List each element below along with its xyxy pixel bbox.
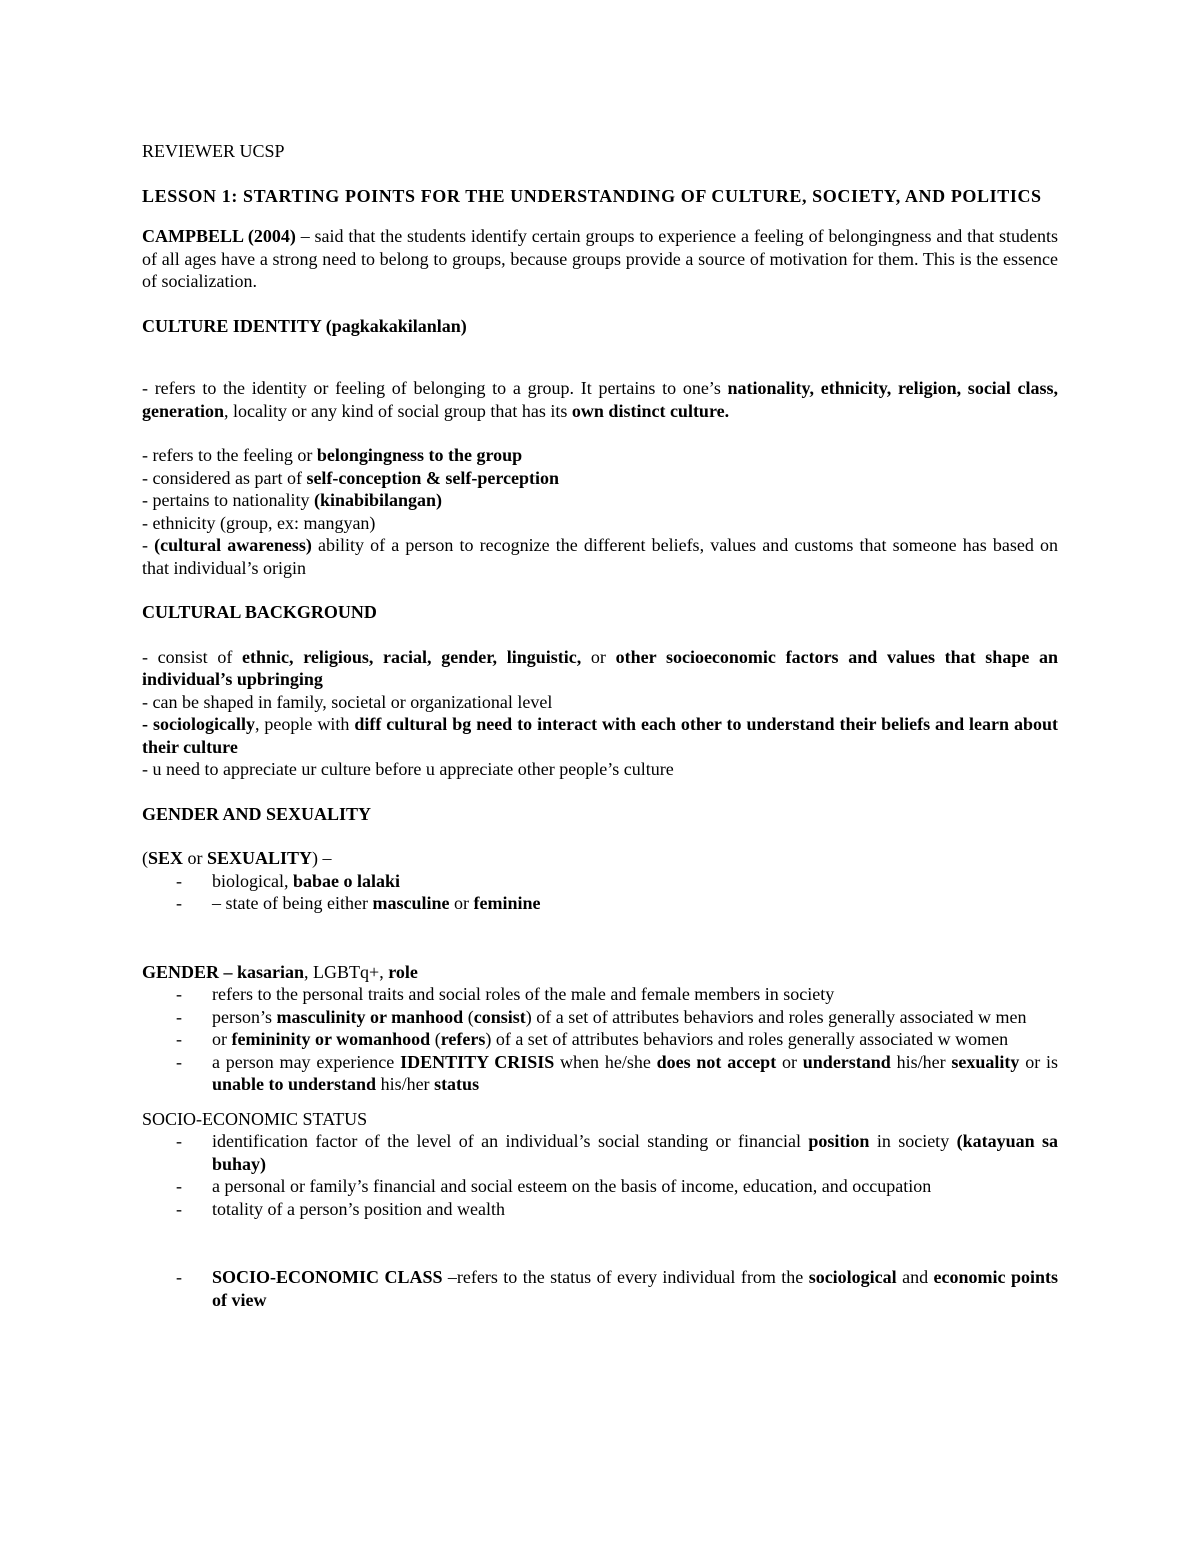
text-run: ( bbox=[142, 848, 148, 868]
socio-economic-class-list bbox=[142, 1266, 1058, 1311]
text-run: , people with bbox=[254, 714, 355, 734]
campbell-text: – said that the students identify certain groups to experience a feeling of belongingness and that students of all ages have a strong need to belong to groups, because groups provide a source of motivation for them. This is the essence of socialization. bbox=[142, 226, 1058, 291]
text-run-bold: SEX bbox=[148, 848, 184, 868]
text-run-bold: position bbox=[808, 1131, 870, 1151]
text-run: his/her bbox=[376, 1074, 435, 1094]
cultural-background-list bbox=[142, 646, 1058, 781]
dash-bullet: - bbox=[176, 1006, 182, 1027]
text-run: ( bbox=[430, 1029, 441, 1049]
list-item bbox=[142, 1175, 1058, 1198]
text-run: a person may experience bbox=[212, 1051, 401, 1072]
list-item bbox=[142, 646, 1058, 691]
sex-list bbox=[142, 870, 1058, 915]
list-item: - ethnicity (group, ex: mangyan) bbox=[142, 512, 376, 533]
text-run: when he/she bbox=[554, 1051, 657, 1072]
culture-identity-paragraph bbox=[142, 377, 1058, 422]
dash-bullet: - bbox=[176, 1267, 182, 1287]
dash-bullet: - bbox=[176, 1176, 182, 1196]
text-run-bold: status bbox=[434, 1074, 480, 1094]
text-run: biological, bbox=[212, 870, 293, 891]
list-item bbox=[142, 1198, 1058, 1221]
culture-identity-list bbox=[142, 444, 1058, 579]
text-run: - bbox=[142, 714, 153, 734]
text-run: refers to the personal traits and social roles of the male and female members in society bbox=[212, 984, 835, 1004]
text-run: or bbox=[581, 646, 616, 667]
text-run: totality of a person’s position and wealth bbox=[212, 1198, 505, 1219]
socio-economic-heading: SOCIO-ECONOMIC STATUS bbox=[142, 1108, 368, 1129]
dash-bullet: - bbox=[176, 1051, 182, 1072]
text-run-bold: refers bbox=[440, 1029, 486, 1049]
text-run: - pertains to nationality bbox=[142, 490, 314, 510]
text-run-bold: does not accept bbox=[656, 1051, 777, 1072]
text-run-bold: self-conception & self-perception bbox=[306, 467, 560, 488]
text-run: - refers to the identity or feeling of belonging to a group. It pertains to one’s bbox=[142, 378, 728, 398]
text-run: - consist of bbox=[142, 646, 243, 667]
text-run-bold: belongingness to the group bbox=[316, 445, 523, 465]
text-run: – state of being either bbox=[212, 893, 373, 913]
text-run-bold: femininity or womanhood bbox=[231, 1029, 431, 1049]
list-item bbox=[142, 892, 1058, 915]
list-item bbox=[142, 1028, 1058, 1051]
text-run: ) of a set of attributes behaviors and roles generally associated w men bbox=[525, 1006, 1027, 1027]
text-run: , LGBTq+, bbox=[304, 961, 389, 982]
text-run: - bbox=[142, 535, 155, 555]
list-item bbox=[142, 870, 1058, 893]
list-item: - can be shaped in family, societal or organizational level bbox=[142, 691, 553, 712]
sex-sexuality-line bbox=[142, 847, 1058, 870]
campbell-name: CAMPBELL (2004) bbox=[142, 226, 296, 246]
dash-bullet: - bbox=[176, 1029, 182, 1049]
dash-bullet: - bbox=[176, 1198, 182, 1219]
cultural-background-heading: CULTURAL BACKGROUND bbox=[142, 602, 377, 622]
text-run: or bbox=[212, 1029, 232, 1049]
list-item bbox=[142, 489, 1058, 512]
text-run: his/her bbox=[890, 1051, 952, 1072]
list-item bbox=[142, 983, 1058, 1006]
text-run: - refers to the feeling or bbox=[142, 445, 317, 465]
text-run: ) – bbox=[312, 848, 332, 868]
campbell-paragraph bbox=[142, 225, 1058, 293]
text-run: ( bbox=[463, 1006, 474, 1027]
list-item bbox=[142, 444, 1058, 467]
text-run-bold: sexuality bbox=[951, 1051, 1020, 1072]
text-run-bold: (cultural awareness) bbox=[154, 535, 312, 555]
text-run: –refers to the status of every individual from the bbox=[442, 1267, 809, 1287]
list-item: - u need to appreciate ur culture before u appreciate other people’s culture bbox=[142, 759, 674, 779]
gender-line bbox=[142, 961, 1058, 984]
text-run: ability of a person to recognize the different beliefs, values and customs that someone has based on that individual’s origin bbox=[142, 535, 1058, 578]
text-run-bold: unable to understand bbox=[212, 1074, 377, 1094]
text-run: identification factor of the level of an individual’s social standing or financial bbox=[212, 1131, 809, 1151]
text-run-bold: SEXUALITY bbox=[207, 848, 313, 868]
text-run: or bbox=[183, 848, 208, 868]
text-run-bold: (katayuan sa buhay) bbox=[212, 1131, 1058, 1174]
text-run-bold: SOCIO-ECONOMIC CLASS bbox=[212, 1267, 443, 1287]
text-run-bold: nationality, ethnicity, religion, social class, generation bbox=[142, 378, 1059, 421]
text-run: person’s bbox=[212, 1006, 277, 1027]
text-run-bold: (kinabibilangan) bbox=[313, 490, 443, 510]
text-run: in society bbox=[869, 1131, 957, 1151]
list-item bbox=[142, 1051, 1058, 1096]
text-run-bold: economic points of view bbox=[212, 1267, 1058, 1310]
text-run-bold: kasarian bbox=[237, 961, 305, 982]
gender-sexuality-heading: GENDER AND SEXUALITY bbox=[142, 803, 372, 824]
culture-identity-heading: CULTURE IDENTITY (pagkakakilanlan) bbox=[142, 315, 467, 336]
text-run-bold: masculine bbox=[372, 893, 450, 913]
list-item bbox=[142, 1130, 1058, 1175]
text-run-bold: masculinity or manhood bbox=[276, 1006, 464, 1027]
text-run-bold: babae o lalaki bbox=[292, 870, 401, 891]
dash-bullet: - bbox=[176, 984, 182, 1004]
text-run: or bbox=[449, 893, 474, 913]
text-run-bold: sociological bbox=[808, 1267, 897, 1287]
text-run-bold: understand bbox=[802, 1051, 891, 1072]
document-title: REVIEWER UCSP bbox=[142, 141, 285, 161]
text-run-bold: feminine bbox=[473, 893, 541, 913]
text-run: , locality or any kind of social group that has its bbox=[223, 400, 572, 421]
text-run: and bbox=[896, 1267, 934, 1287]
text-run-bold: consist bbox=[473, 1006, 526, 1027]
list-item bbox=[142, 1006, 1058, 1029]
text-run: or is bbox=[1019, 1051, 1058, 1072]
text-run-bold: diff cultural bg need to interact with each other to understand their beliefs and learn about their culture bbox=[142, 714, 1058, 757]
text-run-bold: IDENTITY CRISIS bbox=[400, 1051, 555, 1072]
text-run-bold: GENDER – bbox=[142, 961, 238, 982]
text-run-bold: role bbox=[388, 961, 418, 982]
text-run: ) of a set of attributes behaviors and roles generally associated w women bbox=[485, 1029, 1009, 1049]
text-run: - considered as part of bbox=[142, 467, 307, 488]
list-item bbox=[142, 713, 1058, 758]
list-item bbox=[142, 467, 1058, 490]
dash-bullet: - bbox=[176, 870, 182, 891]
text-run: a personal or family’s financial and social esteem on the basis of income, education, and occupation bbox=[212, 1176, 932, 1196]
text-run-bold: ethnic, religious, racial, gender, linguistic, bbox=[242, 646, 582, 667]
text-run-bold: sociologically bbox=[152, 714, 255, 734]
socio-economic-list bbox=[142, 1130, 1058, 1220]
dash-bullet: - bbox=[176, 1131, 182, 1151]
list-item bbox=[142, 1266, 1058, 1311]
gender-list bbox=[142, 983, 1058, 1096]
list-item bbox=[142, 534, 1058, 579]
text-run-bold: own distinct culture. bbox=[571, 400, 730, 421]
text-run: or bbox=[776, 1051, 803, 1072]
lesson-heading: LESSON 1: STARTING POINTS FOR THE UNDERSTANDING OF CULTURE, SOCIETY, AND POLITICS bbox=[142, 185, 1042, 206]
text-run-bold: other socioeconomic factors and values that shape an individual’s upbringing bbox=[142, 646, 1059, 689]
dash-bullet: - bbox=[176, 893, 182, 913]
